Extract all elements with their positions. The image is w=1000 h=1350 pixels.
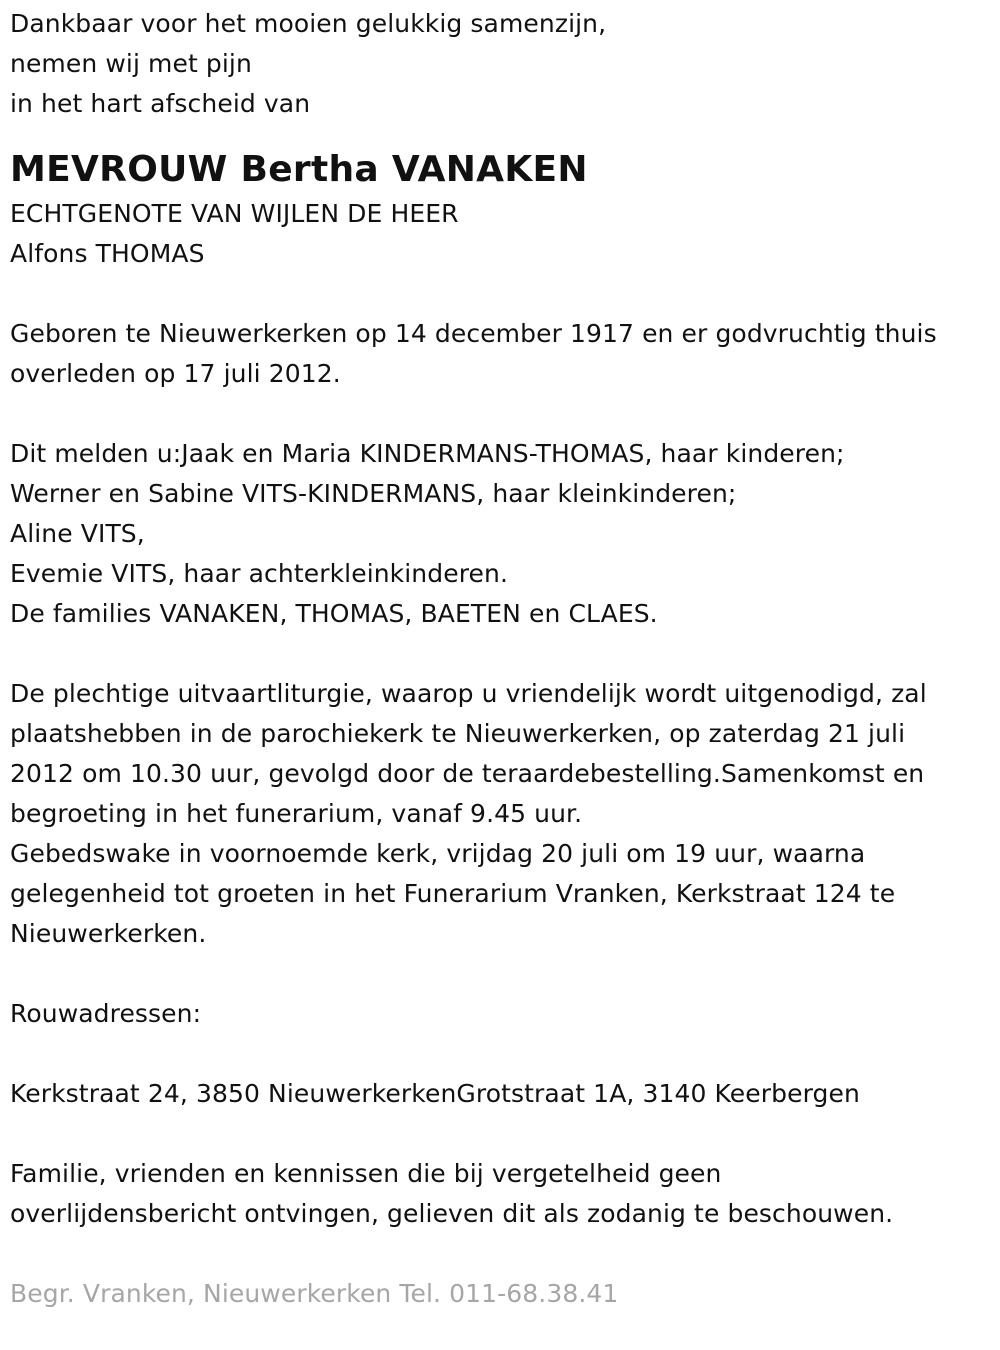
intro-line: nemen wij met pijn [10,49,252,78]
birth-death-line: Geboren te Nieuwerkerken op 14 december 1917 en er godvruchtig thuis [10,319,937,348]
deceased-block [10,146,990,274]
ceremony-line: Gebedswake in voornoemde kerk, vrijdag 20 juli om 19 uur, waarna [10,839,866,868]
addresses-label: Rouwadressen: [10,999,202,1028]
intro-line: in het hart afscheid van [10,89,311,118]
announcer-line: De families VANAKEN, THOMAS, BAETEN en CLAES. [10,599,658,628]
ceremony-line: gelegenheid tot groeten in het Funerarium Vranken, Kerkstraat 124 te [10,879,896,908]
deceased-name: MEVROUW Bertha VANAKEN [10,149,588,190]
ceremony-line: begroeting in het funerarium, vanaf 9.45 uur. [10,799,583,828]
birth-death-line: overleden op 17 juli 2012. [10,359,341,388]
closing-block [10,1154,990,1234]
ceremony-line: Nieuwerkerken. [10,919,207,948]
funeral-home-footer: Begr. Vranken, Nieuwerkerken Tel. 011-68.38.41 [10,1279,619,1308]
spouse-name: Alfons THOMAS [10,239,205,268]
ceremony-line: plaatshebben in de parochiekerk te Nieuwerkerken, op zaterdag 21 juli [10,719,906,748]
addresses-value: Kerkstraat 24, 3850 NieuwerkerkenGrotstraat 1A, 3140 Keerbergen [10,1079,860,1108]
relation-line: ECHTGENOTE VAN WIJLEN DE HEER [10,199,459,228]
closing-line: overlijdensbericht ontvingen, gelieven dit als zodanig te beschouwen. [10,1199,894,1228]
ceremony-block [10,674,990,954]
intro-line: Dankbaar voor het mooien gelukkig samenzijn, [10,9,607,38]
announcer-line: Dit melden u:Jaak en Maria KINDERMANS-THOMAS, haar kinderen; [10,439,845,468]
birth-death-block [10,314,990,394]
closing-line: Familie, vrienden en kennissen die bij vergetelheid geen [10,1159,722,1188]
announcer-line: Evemie VITS, haar achterkleinkinderen. [10,559,509,588]
intro-block [10,4,990,124]
ceremony-line: 2012 om 10.30 uur, gevolgd door de teraardebestelling.Samenkomst en [10,759,925,788]
obituary-notice [10,4,990,1314]
ceremony-line: De plechtige uitvaartliturgie, waarop u vriendelijk wordt uitgenodigd, zal [10,679,927,708]
announcer-line: Werner en Sabine VITS-KINDERMANS, haar kleinkinderen; [10,479,737,508]
announcers-block [10,434,990,634]
announcer-line: Aline VITS, [10,519,145,548]
